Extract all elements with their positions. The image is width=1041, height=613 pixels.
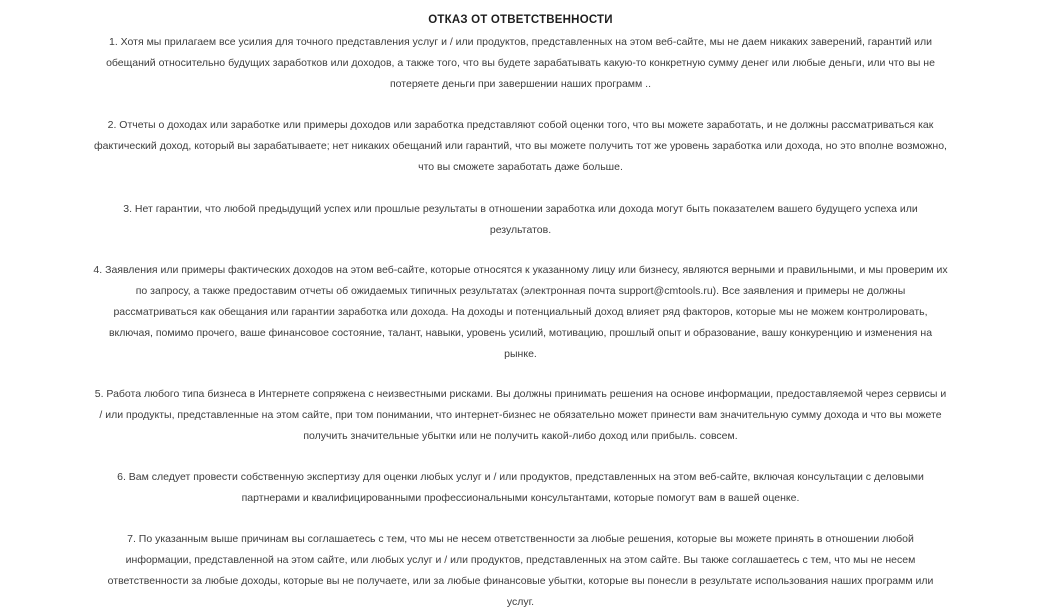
paragraph-line: обещаний относительно будущих заработков или доходов, а также того, что вы будете зарабатывать какую-то конкретную сумму денег или любые деньги, или что вы не [106, 56, 935, 69]
paragraph-line: / или продукты, представленные на этом сайте, при том понимании, что интернет-бизнес не обязательно может принести вам значительную сумму дохода и что вы можете [99, 409, 942, 422]
paragraph-line: 6. Вам следует провести собственную экспертизу для оценки любых услуг и / или продуктов, представленных на этом веб-сайте, включая консультации с деловыми [117, 470, 924, 483]
paragraph-line: включая, помимо прочего, ваше финансовое состояние, талант, навыки, уровень усилий, мотивацию, прошлый опыт и образование, вашу конкуренцию и изменения на [108, 326, 933, 339]
paragraph-line: 7. По указанным выше причинам вы соглашаетесь с тем, что мы не несем ответственности за любые решения, которые вы можете принять в отношении любой [127, 533, 914, 546]
paragraph-line: потеряете деньги при завершении наших программ .. [390, 77, 651, 90]
disclaimer-paragraph-1 [56, 32, 985, 94]
paragraph-line: 3. Нет гарантии, что любой предыдущий успех или прошлые результаты в отношении заработка или дохода могут быть показателем вашего будущего успеха или [123, 202, 918, 215]
disclaimer-paragraph-4 [56, 260, 985, 364]
disclaimer-paragraph-5 [56, 384, 985, 446]
paragraph-line: 2. Отчеты о доходах или заработке или примеры доходов или заработка представляют собой оценки того, что вы можете заработать, и не должны рассматриваться как [107, 119, 934, 132]
paragraph-line: по запросу, а также предоставим отчеты об ожидаемых типичных результатах (электронная почта support@cmtools.ru). Все заявления и примеры не должны [135, 285, 906, 298]
paragraph-line: рассматриваться как обещания или гарантии заработка или дохода. На доходы и потенциальный доход влияет ряд факторов, которые мы не можем контролировать, [113, 305, 928, 318]
paragraph-line: результатов. [489, 223, 552, 236]
disclaimer-paragraph-6 [56, 467, 985, 509]
disclaimer-paragraph-3 [56, 199, 985, 241]
paragraph-line: 5. Работа любого типа бизнеса в Интернете сопряжена с неизвестными рисками. Вы должны принимать решения на основе информации, предоставляемой через сервисы и [94, 388, 947, 401]
paragraph-line: партнерами и квалифицированными профессиональными консультантами, которые помогут вам в вашей оценке. [241, 491, 800, 504]
paragraph-line: 1. Хотя мы прилагаем все усилия для точного представления услуг и / или продуктов, представленных на этом веб-сайте, мы не даем никаких заверений, гарантий или [108, 36, 933, 48]
paragraph-line: рынке. [504, 347, 537, 360]
paragraph-line: услуг. [506, 595, 535, 608]
paragraph-line: информации, представленной на этом сайте, или любых услуг и / или продуктов, представленных на этом сайте. Вы также соглашаетесь с тем, что мы не несем [125, 554, 916, 567]
disclaimer-paragraph-2 [56, 115, 985, 177]
paragraph-line: что вы сможете заработать даже больше. [418, 160, 623, 173]
paragraph-line: получить значительные убытки или не получить какой-либо доход или прибыль. совсем. [303, 429, 738, 442]
paragraph-line: фактический доход, который вы зарабатываете; нет никаких обещаний или гарантий, что вы можете получить тот же уровень заработка или дохода, но это вполне возможно, [94, 140, 947, 153]
disclaimer-title: ОТКАЗ ОТ ОТВЕТСТВЕННОСТИ [428, 14, 613, 26]
disclaimer-paragraph-7 [56, 529, 985, 612]
paragraph-line: 4. Заявления или примеры фактических доходов на этом веб-сайте, которые относятся к указанному лицу или бизнесу, являются верными и правильными, и мы проверим их [93, 264, 948, 277]
paragraph-line: ответственности за любые доходы, которые вы не получаете, или за любые финансовые убытки, которые вы понесли в результате использования наших программ или [107, 574, 934, 587]
